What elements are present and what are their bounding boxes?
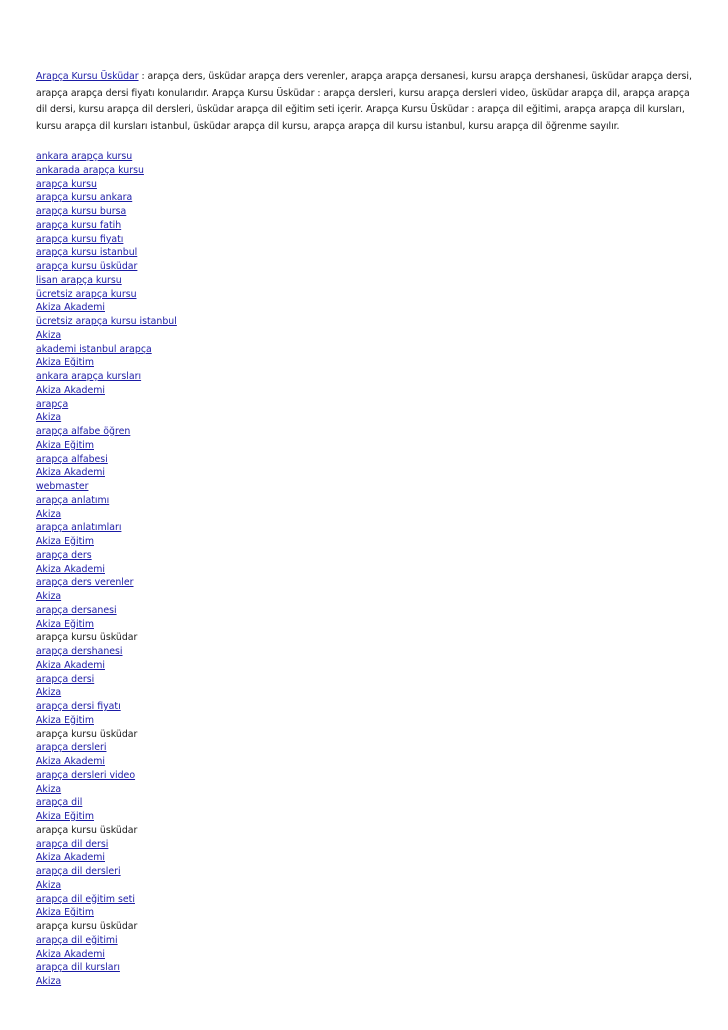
keyword-link[interactable]: arapça dersleri — [36, 742, 107, 754]
keyword-link[interactable]: Akiza — [36, 687, 62, 699]
keyword-link[interactable]: arapça ders — [36, 549, 92, 561]
list-item — [36, 975, 696, 989]
keyword-link[interactable]: arapça anlatımı — [36, 494, 110, 506]
keyword-link[interactable]: Akiza Akademi — [36, 302, 105, 314]
keyword-link[interactable]: arapça kursu — [36, 178, 97, 190]
keyword-link[interactable]: ankara arapça kursları — [36, 371, 142, 382]
list-item — [36, 906, 696, 920]
list-item — [36, 233, 696, 247]
list-item — [36, 714, 696, 728]
list-item — [36, 563, 696, 577]
keyword-link[interactable]: arapça dersi — [36, 673, 95, 685]
keyword-text: arapça kursu üsküdar — [36, 921, 138, 932]
keyword-link[interactable]: Akiza — [36, 591, 62, 602]
keyword-link[interactable]: Akiza Eğitim — [36, 618, 94, 630]
list-item — [36, 453, 696, 467]
keyword-link[interactable]: Akiza Akademi — [36, 756, 105, 767]
list-item — [36, 343, 696, 357]
keyword-link[interactable]: akademi istanbul arapça — [36, 343, 152, 355]
list-item — [36, 315, 696, 329]
keyword-link[interactable]: arapça kursu üsküdar — [36, 261, 138, 272]
keyword-text: arapça kursu üsküdar — [36, 728, 138, 740]
keyword-link[interactable]: Akiza Akademi — [36, 384, 105, 396]
list-item — [36, 164, 696, 178]
keyword-link[interactable]: arapça ders verenler — [36, 577, 134, 589]
list-item — [36, 301, 696, 315]
list-item — [36, 178, 696, 192]
keyword-link[interactable]: ankara arapça kursu — [36, 151, 133, 162]
list-item — [36, 370, 696, 384]
keyword-link[interactable]: webmaster — [36, 481, 89, 492]
intro-title-link[interactable]: Arapça Kursu Üsküdar — [36, 71, 139, 82]
keyword-link[interactable]: Akiza — [36, 879, 62, 891]
keyword-link[interactable]: arapça dil kursları — [36, 962, 120, 974]
keyword-link[interactable]: arapça dil — [36, 797, 83, 809]
list-item — [36, 150, 696, 164]
keyword-link[interactable]: arapça kursu fatih — [36, 219, 122, 231]
keyword-link[interactable]: arapça dersleri video — [36, 769, 136, 781]
keyword-text: arapça kursu üsküdar — [36, 824, 138, 836]
list-item — [36, 659, 696, 673]
list-item — [36, 576, 696, 590]
intro-paragraph — [36, 69, 696, 135]
list-item — [36, 260, 696, 274]
list-item — [36, 411, 696, 425]
list-item — [36, 521, 696, 535]
keyword-link[interactable]: Akiza — [36, 329, 62, 341]
keyword-link[interactable]: arapça kursu fiyatı — [36, 233, 124, 245]
keyword-link[interactable]: arapça kursu istanbul — [36, 247, 138, 259]
keyword-link[interactable]: Akiza Eğitim — [36, 714, 94, 726]
keyword-link[interactable]: Akiza Akademi — [36, 659, 105, 671]
list-item — [36, 686, 696, 700]
intro-text: : arapça ders, üsküdar arapça ders verenler, arapça arapça dersanesi, kursu arapça dershanesi, üsküdar arapça dersi, arapça arapça dersi fiyatı konularıdır. Arapça Kursu Üsküdar : arapça dersleri, kursu arapça dersleri video, üsküdar arapça dil, arapça arapça dil dersi, kursu arapça dil dersleri, üsküdar arapça dil eğitim seti içerir. Arapça Kursu Üsküdar : arapça dil eğitimi, arapça arapça dil kursları, kursu arapça dil kursları istanbul, üsküdar arapça dil kursu, arapça arapça dil kursu istanbul, kursu arapça dil öğrenme sayılır. — [36, 71, 692, 132]
list-item — [36, 590, 696, 604]
keyword-link[interactable]: Akiza Eğitim — [36, 811, 94, 822]
list-item — [36, 480, 696, 494]
keyword-link[interactable]: arapça dil eğitim seti — [36, 893, 135, 905]
list-item — [36, 879, 696, 893]
list-item — [36, 645, 696, 659]
keyword-link[interactable]: Akiza — [36, 783, 62, 795]
list-item — [36, 384, 696, 398]
link-list — [36, 150, 696, 989]
list-item — [36, 838, 696, 852]
list-item — [36, 961, 696, 975]
list-item — [36, 673, 696, 687]
list-item — [36, 728, 696, 742]
keyword-link[interactable]: Akiza Eğitim — [36, 357, 94, 369]
keyword-link[interactable]: arapça kursu ankara — [36, 192, 133, 204]
keyword-link[interactable]: Akiza Akademi — [36, 948, 105, 960]
list-item — [36, 948, 696, 962]
keyword-link[interactable]: arapça alfabesi — [36, 453, 108, 465]
list-item — [36, 604, 696, 618]
list-item — [36, 796, 696, 810]
keyword-link[interactable]: arapça kursu bursa — [36, 206, 127, 217]
keyword-link[interactable]: Akiza Eğitim — [36, 439, 94, 451]
keyword-link[interactable]: Akiza Eğitim — [36, 907, 94, 919]
list-item — [36, 631, 696, 645]
keyword-link[interactable]: Akiza Akademi — [36, 467, 105, 479]
list-item — [36, 356, 696, 370]
list-item — [36, 425, 696, 439]
list-item — [36, 329, 696, 343]
keyword-text: arapça kursu üsküdar — [36, 632, 138, 644]
list-item — [36, 741, 696, 755]
keyword-link[interactable]: lisan arapça kursu — [36, 274, 122, 286]
list-item — [36, 191, 696, 205]
list-item — [36, 824, 696, 838]
list-item — [36, 755, 696, 769]
list-item — [36, 810, 696, 824]
list-item — [36, 549, 696, 563]
keyword-link[interactable]: Akiza Akademi — [36, 852, 105, 864]
list-item — [36, 920, 696, 934]
keyword-link[interactable]: Akiza Eğitim — [36, 536, 94, 547]
list-item — [36, 274, 696, 288]
list-item — [36, 783, 696, 797]
keyword-link[interactable]: arapça dil eğitimi — [36, 934, 118, 946]
keyword-link[interactable]: arapça dil dersi — [36, 838, 109, 850]
list-item — [36, 700, 696, 714]
keyword-link[interactable]: Akiza — [36, 976, 62, 987]
keyword-link[interactable]: arapça dershanesi — [36, 646, 123, 657]
keyword-link[interactable]: ankarada arapça kursu — [36, 164, 144, 176]
list-item — [36, 288, 696, 302]
list-item — [36, 494, 696, 508]
list-item — [36, 219, 696, 233]
keyword-link[interactable]: ücretsiz arapça kursu istanbul — [36, 316, 177, 327]
keyword-link[interactable]: arapça dersi fiyatı — [36, 701, 121, 712]
list-item — [36, 535, 696, 549]
keyword-link[interactable]: arapça dersanesi — [36, 604, 117, 616]
keyword-link[interactable]: Akiza Akademi — [36, 563, 105, 575]
document-page — [36, 69, 696, 989]
list-item — [36, 508, 696, 522]
keyword-link[interactable]: arapça alfabe öğren — [36, 426, 131, 437]
keyword-link[interactable]: arapça dil dersleri — [36, 866, 121, 877]
list-item — [36, 769, 696, 783]
keyword-link[interactable]: arapça anlatımları — [36, 522, 122, 534]
list-item — [36, 205, 696, 219]
list-item — [36, 865, 696, 879]
keyword-link[interactable]: arapça — [36, 398, 69, 410]
list-item — [36, 466, 696, 480]
list-item — [36, 246, 696, 260]
list-item — [36, 398, 696, 412]
keyword-link[interactable]: Akiza — [36, 412, 62, 424]
list-item — [36, 439, 696, 453]
keyword-link[interactable]: Akiza — [36, 508, 62, 520]
keyword-link[interactable]: ücretsiz arapça kursu — [36, 288, 137, 300]
list-item — [36, 934, 696, 948]
list-item — [36, 851, 696, 865]
list-item — [36, 618, 696, 632]
list-item — [36, 893, 696, 907]
